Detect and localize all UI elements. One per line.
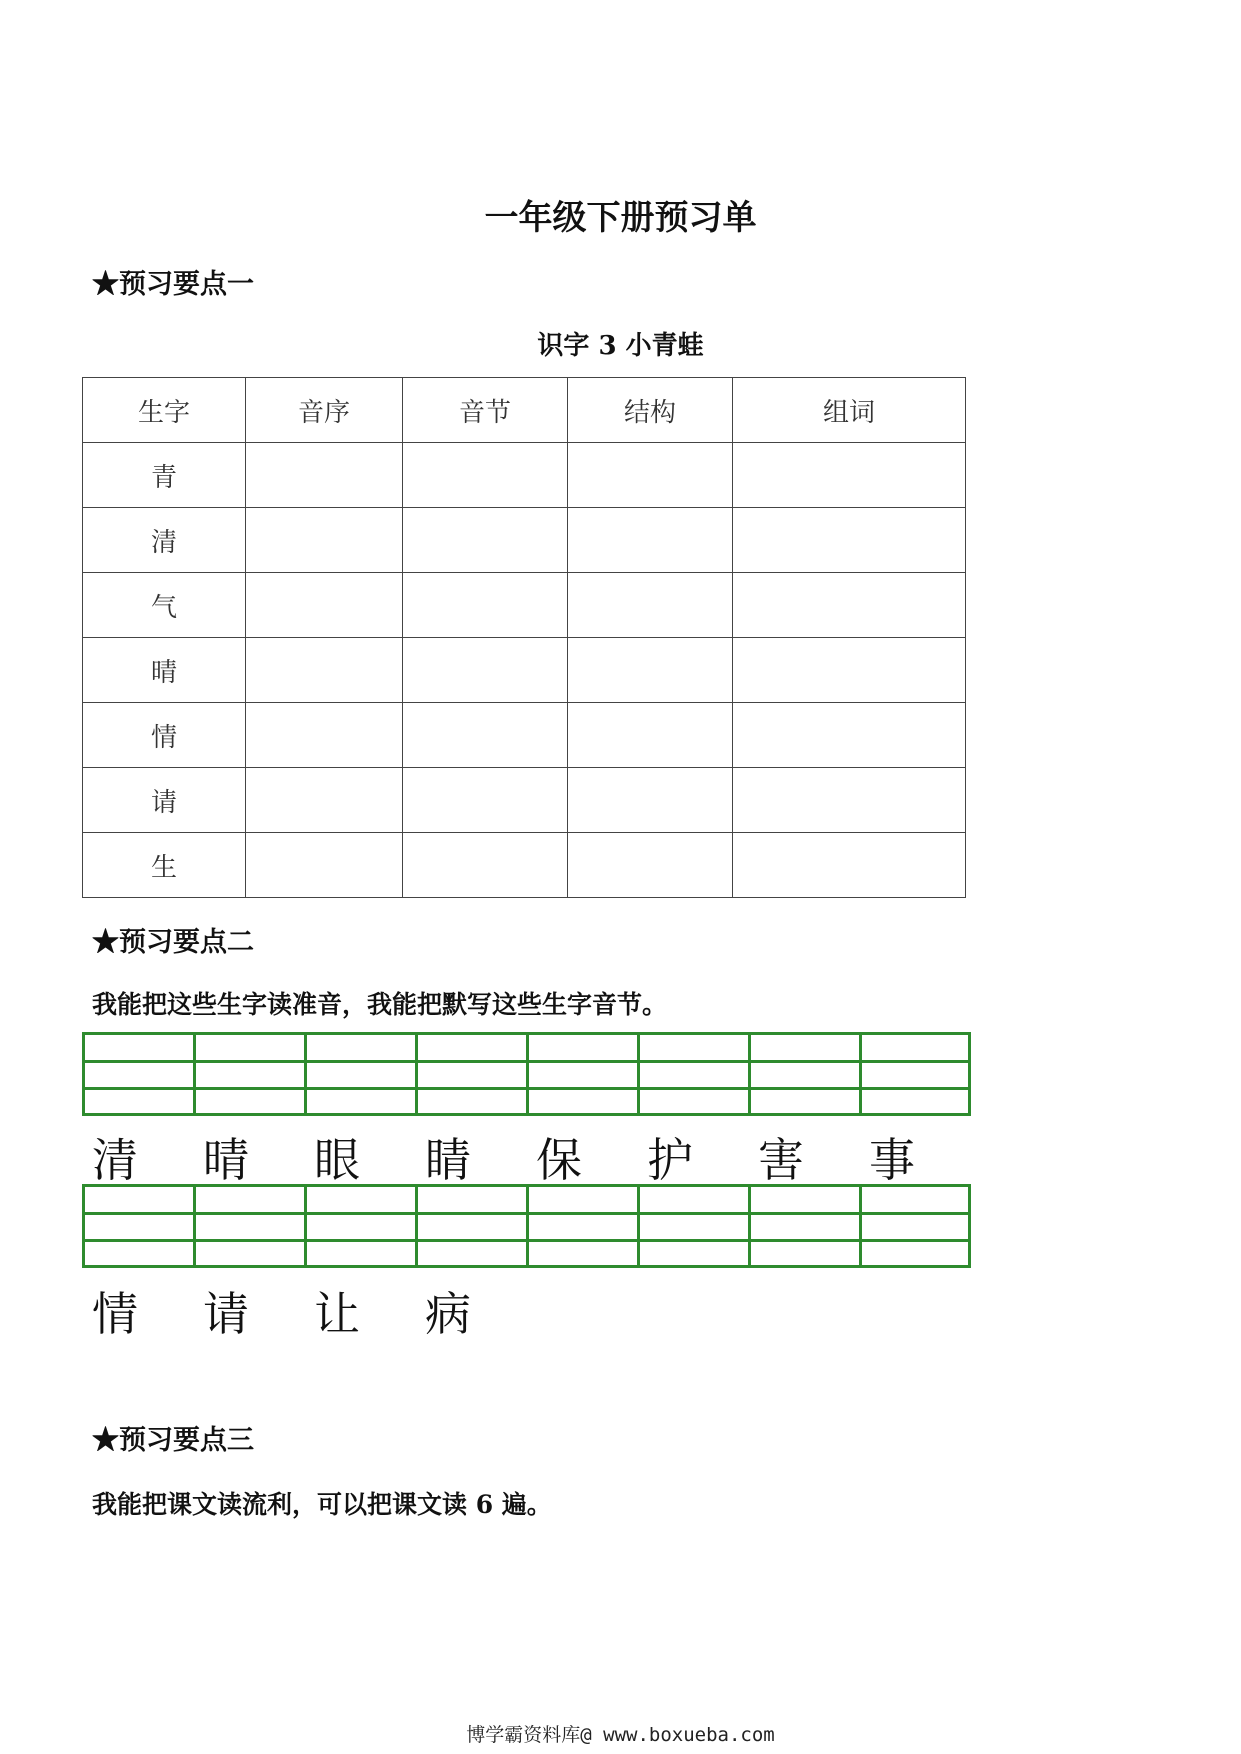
section-2-instruction: 我能把这些生字读准音，我能把默写这些生字音节。 [92,990,668,1019]
table-cell-blank[interactable] [733,443,966,508]
table-cell-blank[interactable] [568,508,733,573]
table-cell-blank[interactable] [733,508,966,573]
pinyin-writing-grid-2[interactable] [82,1184,971,1268]
table-cell-blank[interactable] [403,508,568,573]
table-cell-blank[interactable] [246,573,403,638]
table-header-cell: 音节 [403,378,568,443]
table-header-cell: 组词 [733,378,966,443]
table-cell-character: 生 [83,833,246,898]
practice-character: 护 [647,1133,693,1187]
table-cell-blank[interactable] [568,443,733,508]
table-cell-blank[interactable] [246,508,403,573]
practice-character: 请 [203,1287,249,1341]
lesson-subtitle: 识字 3 小青蛙 [537,331,704,361]
table-cell-blank[interactable] [733,573,966,638]
practice-character: 保 [536,1133,582,1187]
table-cell-blank[interactable] [246,638,403,703]
table-cell-blank[interactable] [733,638,966,703]
table-row [83,573,966,638]
section-heading-3: ★预习要点三 [92,1425,254,1456]
table-cell-blank[interactable] [568,638,733,703]
table-header-cell: 结构 [568,378,733,443]
table-cell-blank[interactable] [246,703,403,768]
table-cell-blank[interactable] [403,703,568,768]
section-3-instruction: 我能把课文读流利，可以把课文读 6 遍。 [92,1490,552,1519]
table-cell-blank[interactable] [403,443,568,508]
table-row [83,508,966,573]
section-heading-2: ★预习要点二 [92,927,254,958]
practice-character: 睛 [425,1133,471,1187]
table-cell-blank[interactable] [403,833,568,898]
practice-character: 事 [869,1133,915,1187]
footer-watermark: 博学霸资料库@ www.boxueba.com [466,1724,775,1746]
table-cell-character: 清 [83,508,246,573]
section-heading-1: ★预习要点一 [92,269,254,300]
table-row [83,768,966,833]
practice-character: 病 [425,1287,471,1341]
table-cell-character: 气 [83,573,246,638]
table-cell-blank[interactable] [568,768,733,833]
table-cell-blank[interactable] [246,443,403,508]
practice-character: 让 [314,1287,360,1341]
table-cell-character: 晴 [83,638,246,703]
practice-character: 清 [92,1133,138,1187]
practice-character: 眼 [314,1133,360,1187]
table-row [83,833,966,898]
table-cell-blank[interactable] [403,573,568,638]
character-table [82,377,966,898]
table-cell-character: 青 [83,443,246,508]
table-header-cell: 生字 [83,378,246,443]
table-row [83,638,966,703]
table-cell-blank[interactable] [568,703,733,768]
table-cell-blank[interactable] [568,573,733,638]
table-cell-blank[interactable] [246,768,403,833]
table-header-row [83,378,966,443]
table-cell-blank[interactable] [733,768,966,833]
page-title: 一年级下册预习单 [484,198,757,238]
table-cell-blank[interactable] [733,703,966,768]
table-cell-blank[interactable] [403,638,568,703]
table-cell-blank[interactable] [733,833,966,898]
table-cell-blank[interactable] [246,833,403,898]
table-cell-blank[interactable] [568,833,733,898]
table-row [83,703,966,768]
practice-character: 晴 [203,1133,249,1187]
table-header-cell: 音序 [246,378,403,443]
practice-character: 害 [758,1133,804,1187]
table-cell-blank[interactable] [403,768,568,833]
practice-character: 情 [92,1287,138,1341]
table-cell-character: 情 [83,703,246,768]
table-cell-character: 请 [83,768,246,833]
pinyin-writing-grid-1[interactable] [82,1032,971,1116]
table-row [83,443,966,508]
